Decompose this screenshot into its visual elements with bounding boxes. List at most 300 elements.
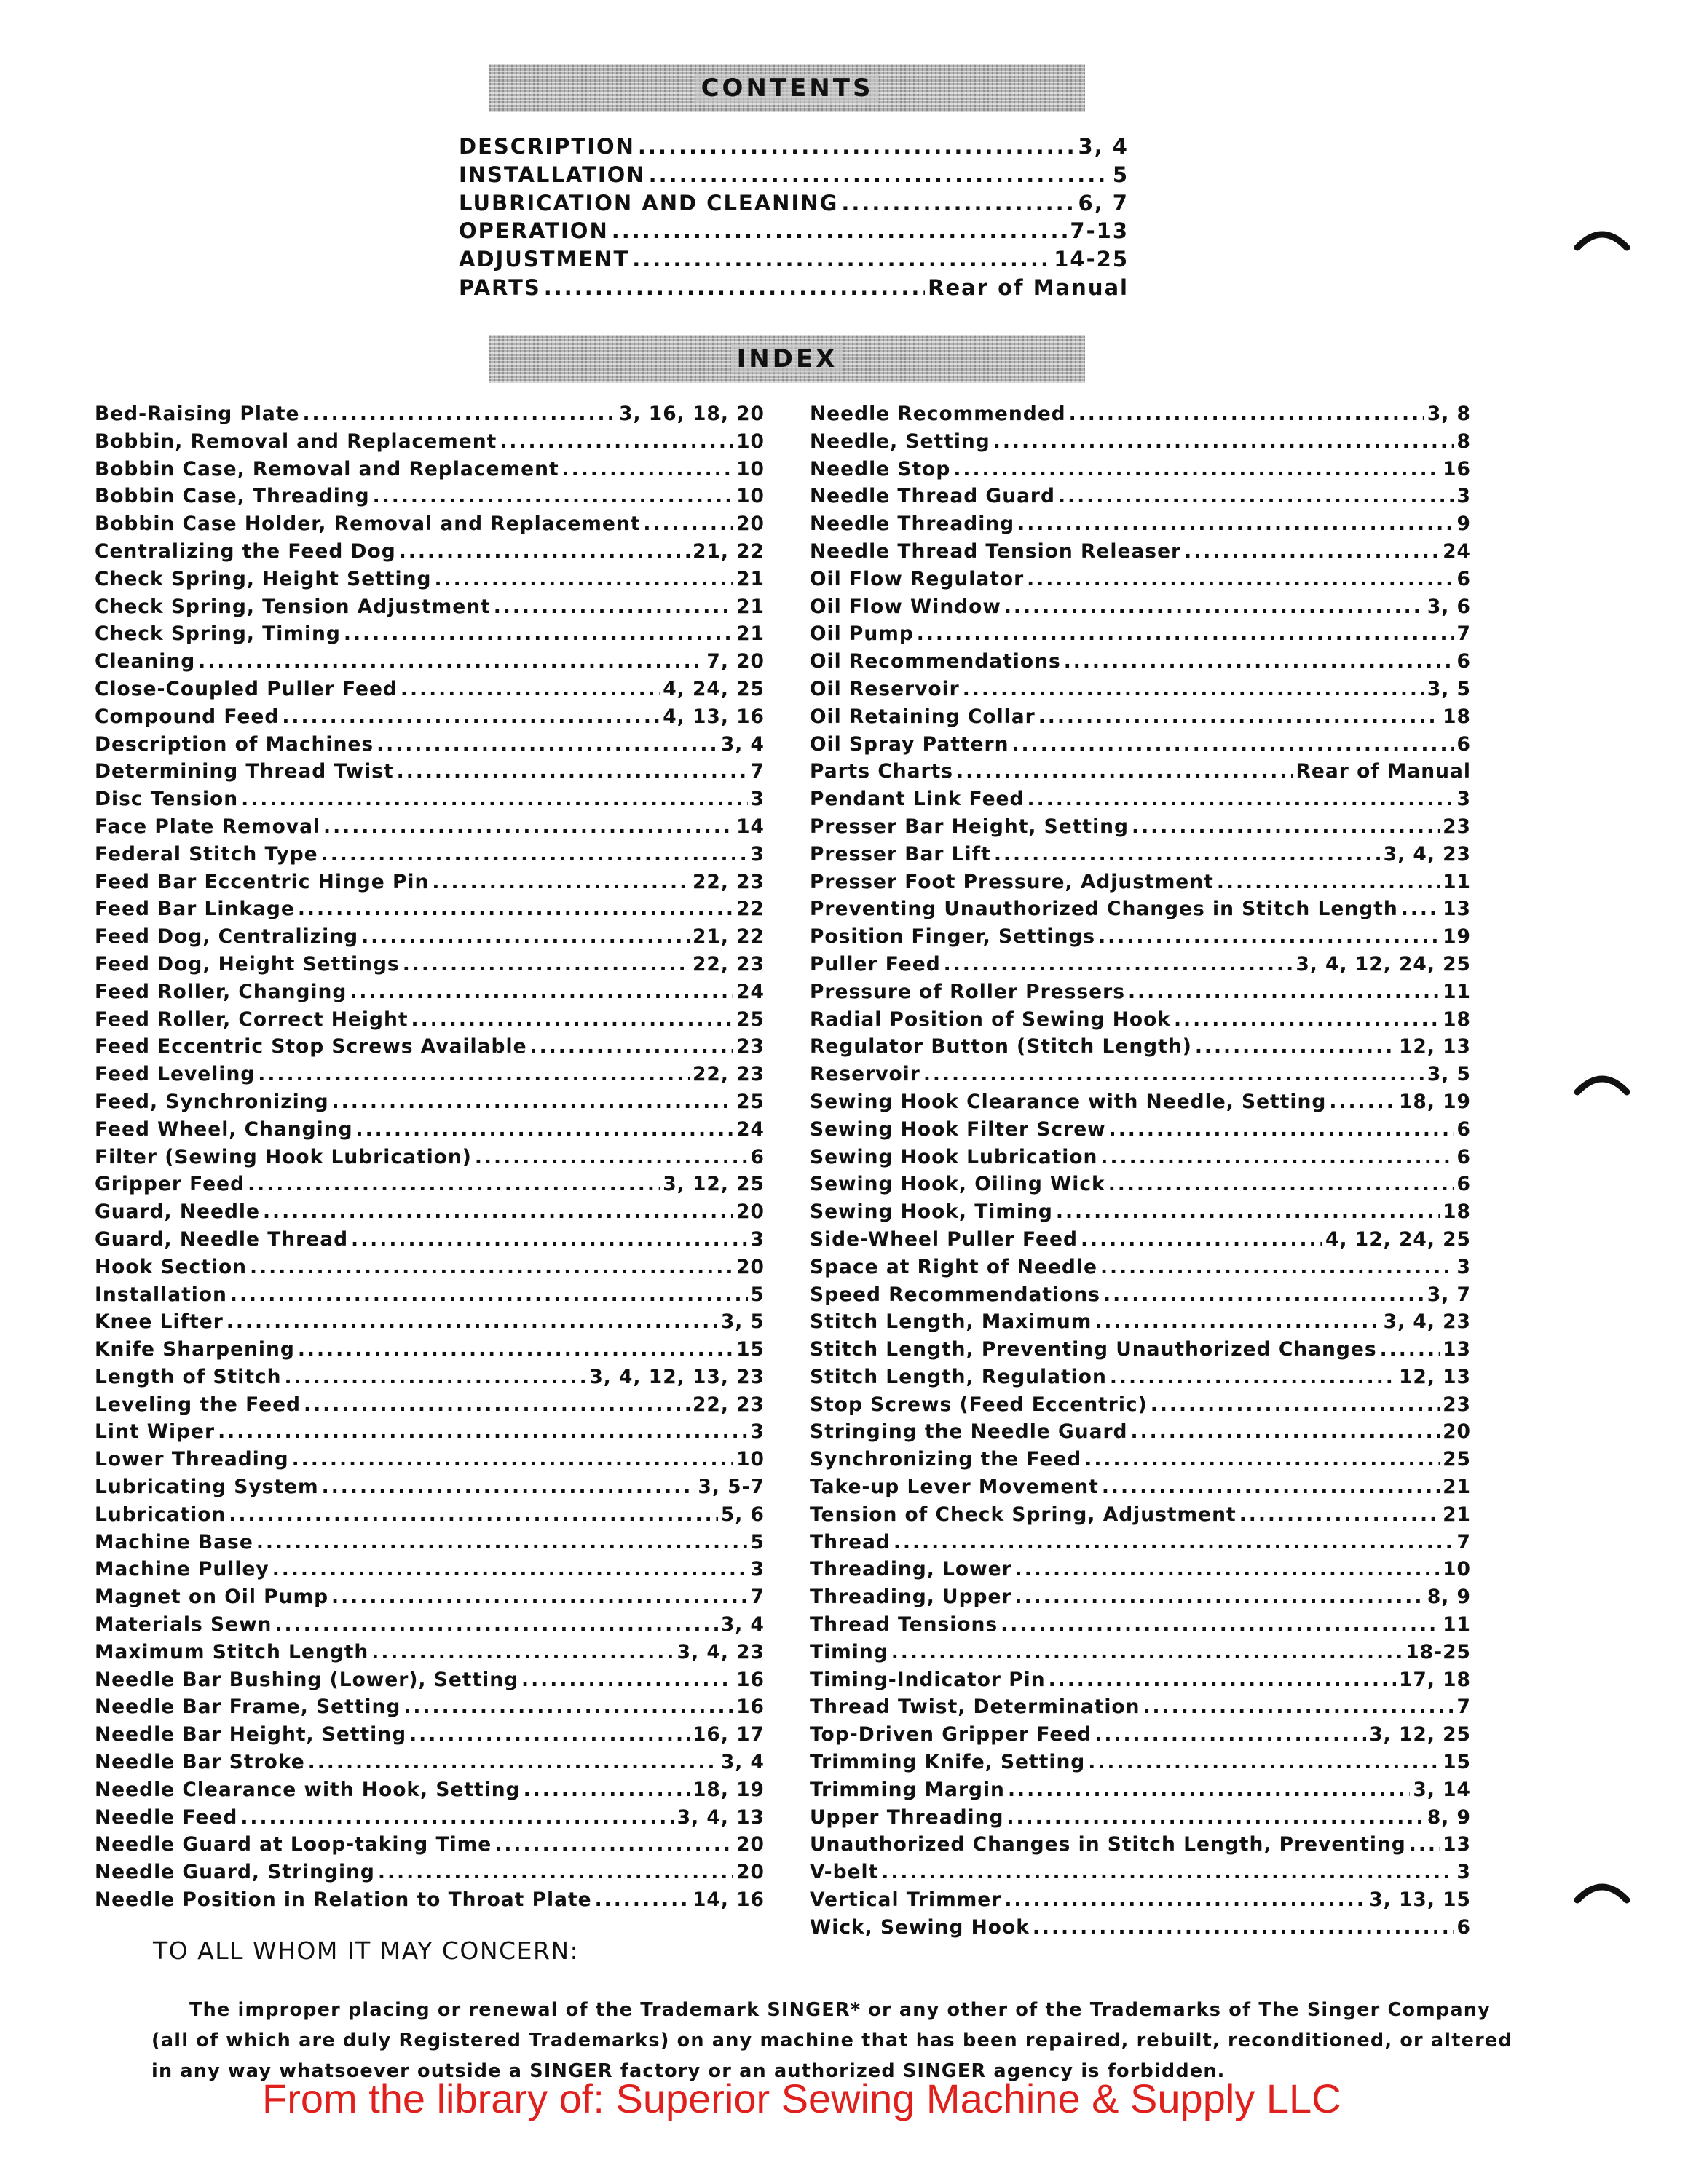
index-entry-pages: 22, 23 [692,952,765,976]
index-entry-topic: Sewing Hook, Oiling Wick [810,1173,1105,1196]
index-entry-topic: Magnet on Oil Pump [95,1586,329,1609]
index-entry [810,676,1471,703]
index-entry [810,400,1471,428]
index-entry-pages: 3, 13, 15 [1369,1888,1471,1912]
dot-leader [500,428,733,456]
index-entry-topic: Gripper Feed [95,1173,245,1196]
index-entry-pages: 3, 4, 12, 13, 23 [589,1365,765,1388]
dot-leader [1128,978,1440,1006]
index-entry-pages: 25 [1443,1448,1471,1471]
index-entry-topic: Oil Reservoir [810,677,960,700]
index-entry-pages: 3, 5 [720,1310,765,1334]
dot-leader [401,676,660,703]
index-entry-pages: 17, 18 [1398,1668,1471,1691]
dot-leader [230,1281,748,1309]
index-entry [95,1336,765,1364]
index-entry [810,483,1471,510]
index-entry-topic: Needle, Setting [810,430,990,453]
index-entry-topic: Stitch Length, Preventing Unauthorized Changes [810,1338,1377,1361]
index-entry-topic: Lubricating System [95,1476,319,1499]
index-entry-pages: 3, 4, 23 [1383,1310,1471,1334]
index-entry-topic: Thread Tensions [810,1613,998,1637]
index-entry-pages: 20 [736,1833,765,1856]
index-entry [95,978,765,1006]
dot-leader [891,1639,1403,1666]
dot-leader [321,841,748,869]
index-entry-pages: 3 [750,788,765,811]
index-entry [95,813,765,841]
index-entry-pages: 16, 17 [692,1723,765,1746]
index-entry-topic: Thread Twist, Determination [810,1696,1140,1719]
index-entry-pages: 10 [736,485,765,508]
index-entry [95,483,765,510]
index-entry-topic: Position Finger, Settings [810,925,1096,949]
index-entry [95,620,765,648]
dot-leader [1095,1721,1366,1749]
index-entry-topic: Disc Tension [95,788,239,811]
index-entry [810,1666,1471,1694]
dot-leader [1001,1611,1440,1639]
index-entry-pages: 11 [1443,870,1471,893]
index-entry [95,1116,765,1144]
index-entry-pages: 15 [736,1338,765,1361]
index-entry-topic: Feed Eccentric Stop Screws Available [95,1035,527,1059]
index-entry-topic: Oil Flow Regulator [810,567,1025,590]
index-entry-topic: Needle Thread Tension Releaser [810,539,1182,563]
dot-leader [308,1749,718,1776]
index-entry [95,1364,765,1391]
index-entry-pages: 6 [1456,1145,1471,1168]
index-entry-topic: Needle Bar Height, Setting [95,1723,407,1746]
dot-leader [917,620,1454,648]
dot-leader [376,731,718,759]
dot-leader [351,1226,748,1254]
index-entry-pages: Rear of Manual [1295,760,1471,783]
dot-leader [302,400,616,428]
index-entry [810,758,1471,786]
index-entry-pages: 20 [736,1861,765,1884]
index-entry [810,1501,1471,1529]
index-entry [810,1254,1471,1281]
binder-hole-mark-bottom [1573,1871,1631,1915]
index-entry-topic: Knee Lifter [95,1310,224,1334]
index-entry-pages: 22, 23 [692,1063,765,1086]
index-entry-topic: Needle Recommended [810,403,1066,425]
index-entry-topic: Feed, Synchronizing [95,1090,329,1113]
index-entry [95,1749,765,1776]
index-entry-pages: 18, 19 [692,1778,765,1801]
dot-leader [963,676,1424,703]
contents-list [459,132,1129,302]
dot-leader [434,566,733,593]
dot-leader [1011,731,1454,759]
index-entry-pages: 10 [736,1448,765,1471]
index-entry [810,510,1471,538]
index-entry-topic: Compound Feed [95,705,280,728]
index-entry [810,1886,1471,1914]
dot-leader [403,951,690,978]
index-entry [95,1666,765,1694]
index-entry-topic: Feed Bar Linkage [95,898,295,921]
index-entry [95,1144,765,1171]
dot-leader [1064,648,1454,676]
index-entry [95,1171,765,1198]
index-entry-topic: Bobbin Case, Removal and Replacement [95,457,559,480]
index-entry-pages: 3, 4, 23 [677,1640,765,1663]
dot-leader [1217,869,1440,896]
dot-leader [1109,1116,1454,1144]
index-entry-topic: Presser Bar Height, Setting [810,815,1129,838]
index-entry [95,1254,765,1281]
index-entry-pages: 8 [1456,430,1471,453]
index-entry-topic: Needle Guard, Stringing [95,1861,375,1884]
index-entry-pages: 7 [1456,1530,1471,1554]
index-entry-pages: 7 [1456,622,1471,646]
notice-line: The improper placing or renewal of the Trademark SINGER* or any other of the Trademarks of The Singer Company [189,1999,1491,2021]
index-entry [810,1529,1471,1556]
index-entry-topic: Feed Wheel, Changing [95,1117,353,1141]
index-entry-pages: 5, 6 [720,1503,765,1526]
dot-leader [1069,400,1424,428]
index-entry-pages: 7 [750,760,765,783]
contents-entry: LUBRICATION AND CLEANING ..... 6, 7 [459,189,1129,218]
dot-leader [371,1639,674,1666]
index-entry [95,1529,765,1556]
index-entry-pages: 3, 5 [1427,1063,1471,1086]
index-entry-pages: 25 [736,1008,765,1031]
index-entry [810,1446,1471,1473]
index-entry-topic: Sewing Hook Filter Screw [810,1117,1106,1141]
index-entry [810,538,1471,566]
index-entry-pages: 20 [736,1200,765,1224]
index-entry [810,1804,1471,1832]
contents-entry: OPERATION ..... 7-13 [459,217,1129,245]
index-entry-pages: 3 [1456,1255,1471,1278]
index-entry-pages: 6 [750,1145,765,1168]
index-entry [810,786,1471,813]
index-entry-topic: Bed-Raising Plate [95,403,300,425]
index-entry-topic: Lubrication [95,1503,226,1526]
index-entry-topic: Thread [810,1530,891,1554]
index-entry-topic: Face Plate Removal [95,815,321,838]
dot-leader [361,923,690,951]
index-entry-pages: 25 [736,1090,765,1113]
dot-leader [332,1088,734,1116]
index-entry [95,456,765,483]
index-entry-pages: 3, 12, 25 [663,1173,765,1196]
dot-leader [1004,593,1424,621]
index-entry-pages: 13 [1443,1833,1471,1856]
index-entry-pages: 8, 9 [1427,1586,1471,1609]
index-entry [810,1033,1471,1061]
index-banner [489,335,1085,383]
index-entry-topic: Pressure of Roller Pressers [810,980,1125,1003]
index-entry [810,1144,1471,1171]
dot-leader [298,1336,733,1364]
dot-leader [1004,1886,1366,1914]
index-entry [95,1473,765,1501]
contents-banner [489,64,1085,112]
dot-leader [881,1859,1454,1886]
index-entry-pages: 6 [1456,732,1471,756]
index-entry [95,1886,765,1914]
index-entry [95,400,765,428]
binder-hole-mark-middle [1573,1063,1631,1107]
dot-leader [595,1886,690,1914]
dot-leader [494,593,733,621]
index-entry-topic: Maximum Stitch Length [95,1640,369,1663]
library-footer: From the library of: Superior Sewing Machine & Supply LLC [262,2076,1341,2121]
index-entry-pages: 3, 4, 23 [1383,842,1471,866]
index-entry-topic: Description of Machines [95,732,374,756]
index-entry-pages: 12, 13 [1398,1035,1471,1059]
index-entry-pages: 14, 16 [692,1888,765,1912]
index-entry-topic: Presser Bar Lift [810,842,991,866]
dot-leader [1329,1088,1396,1116]
index-entry [95,1556,765,1583]
index-entry-pages: 21 [1443,1476,1471,1499]
index-entry-topic: Take-up Lever Movement [810,1476,1099,1499]
dot-leader [956,758,1293,786]
dot-leader [229,1501,718,1529]
index-entry-pages: 3, 7 [1427,1283,1471,1306]
dot-leader [322,1473,695,1501]
index-entry-topic: Oil Pump [810,622,914,646]
index-entry-pages: 24 [736,1117,765,1141]
dot-leader [1102,1473,1440,1501]
index-entry-pages: 13 [1443,1338,1471,1361]
index-entry [95,1501,765,1529]
dot-leader [993,428,1454,456]
index-entry-pages: 20 [736,1255,765,1278]
index-entry-topic: Oil Retaining Collar [810,705,1036,728]
dot-leader [331,1583,748,1611]
dot-leader [248,1171,660,1198]
index-entry-topic: Bobbin, Removal and Replacement [95,430,497,453]
index-entry [810,951,1471,978]
dot-leader [953,456,1440,483]
index-entry-pages: 3, 8 [1427,403,1471,425]
index-entry-pages: 10 [736,430,765,453]
index-entry-topic: Threading, Lower [810,1558,1012,1581]
index-entry-pages: 11 [1443,1613,1471,1637]
index-entry [95,1391,765,1419]
index-entry-topic: Needle Clearance with Hook, Setting [95,1778,521,1801]
index-entry-topic: Feed Bar Eccentric Hinge Pin [95,870,430,893]
index-entry-pages: 18-25 [1405,1640,1471,1663]
index-entry-pages: 6 [1456,650,1471,673]
dot-leader [1008,1776,1410,1804]
index-entry-topic: Close-Coupled Puller Feed [95,677,398,700]
index-entry-pages: 16 [1443,457,1471,480]
dot-leader [562,456,734,483]
dot-leader [994,841,1381,869]
index-entry-pages: 8, 9 [1427,1805,1471,1829]
index-entry-topic: Feed Roller, Changing [95,980,347,1003]
index-entry-topic: Radial Position of Sewing Hook [810,1008,1171,1031]
index-entry-pages: 4, 24, 25 [663,677,765,700]
index-entry-topic: Machine Base [95,1530,253,1554]
dot-leader [258,1061,690,1088]
dot-leader [1049,1666,1396,1694]
index-heading: INDEX [731,344,844,373]
index-entry-pages: 14 [736,815,765,838]
index-entry-pages: 5 [750,1530,765,1554]
index-entry-topic: Timing [810,1640,888,1663]
index-entry [810,1061,1471,1088]
index-entry [810,978,1471,1006]
index-column-left [95,400,765,1914]
dot-leader [1015,1583,1424,1611]
dot-leader [1100,1254,1454,1281]
index-entry [95,1226,765,1254]
index-entry-pages: 3 [750,1420,765,1444]
index-entry-topic: Oil Flow Window [810,595,1001,618]
index-entry-pages: 3, 4, 12, 24, 25 [1295,952,1471,976]
index-entry-pages: 24 [1443,539,1471,563]
index-entry [810,1583,1471,1611]
contents-entry: ADJUSTMENT ..... 14-25 [459,245,1129,274]
index-entry-topic: Knife Sharpening [95,1338,295,1361]
index-entry [810,1831,1471,1859]
index-entry-topic: Feed Dog, Height Settings [95,952,400,976]
index-entry-pages: 3 [1456,1861,1471,1884]
index-entry-pages: 21 [1443,1503,1471,1526]
index-entry-topic: Lower Threading [95,1448,289,1471]
index-entry-pages: 23 [1443,1393,1471,1416]
index-entry [810,1198,1471,1226]
index-entry-topic: Oil Recommendations [810,650,1061,673]
dot-leader [1110,1364,1396,1391]
index-entry [810,1336,1471,1364]
index-entry-pages: 6 [1456,1173,1471,1196]
index-entry-pages: 12, 13 [1398,1365,1471,1388]
index-entry [810,1721,1471,1749]
index-entry-pages: 21 [736,622,765,646]
contents-heading: CONTENTS [695,74,880,103]
index-entry [95,538,765,566]
index-entry [810,1171,1471,1198]
index-entry-pages: 19 [1443,925,1471,949]
index-entry-topic: Needle Stop [810,457,951,480]
index-entry-topic: Feed Leveling [95,1063,256,1086]
index-entry-pages: 3, 16, 18, 20 [619,403,765,425]
index-entry [810,456,1471,483]
dot-leader [292,1446,734,1473]
dot-leader [240,1804,674,1832]
index-entry-topic: Filter (Sewing Hook Lubrication) [95,1145,472,1168]
dot-leader [1098,923,1440,951]
dot-leader [409,1721,690,1749]
contents-entry: DESCRIPTION ..... 3, 4 [459,132,1129,161]
dot-leader [397,758,748,786]
dot-leader [1409,1831,1440,1859]
index-entry-pages: 3 [750,842,765,866]
dot-leader [373,483,733,510]
dot-leader [344,620,733,648]
dot-leader [1095,1308,1380,1336]
index-entry-topic: Upper Threading [810,1805,1004,1829]
index-entry-topic: Needle Position in Relation to Throat Plate [95,1888,592,1912]
notice-body [151,1995,1513,2086]
index-entry [810,1364,1471,1391]
index-entry-topic: Vertical Trimmer [810,1888,1002,1912]
index-entry-pages: 3, 4, 13 [677,1805,765,1829]
index-entry [95,1418,765,1446]
index-entry [810,1556,1471,1583]
index-entry [810,923,1471,951]
index-entry-pages: 23 [736,1035,765,1059]
notice-heading: TO ALL WHOM IT MAY CONCERN: [153,1936,580,1965]
index-entry-topic: Stringing the Needle Guard [810,1420,1128,1444]
dot-leader [944,951,1293,978]
dot-leader [282,703,660,731]
index-entry-pages: 7, 20 [706,650,765,673]
index-entry [810,620,1471,648]
index-entry [810,1914,1471,1942]
index-entry-topic: Oil Spray Pattern [810,732,1009,756]
index-entry-pages: 22, 23 [692,1393,765,1416]
index-entry [810,1776,1471,1804]
index-entry [95,1006,765,1034]
index-entry-pages: 16 [736,1668,765,1691]
index-entry-pages: 9 [1456,513,1471,536]
index-entry-topic: Cleaning [95,650,196,673]
dot-leader [350,978,733,1006]
index-entry-pages: 3, 4 [720,1751,765,1774]
index-entry-topic: Pendant Link Feed [810,788,1025,811]
index-entry [95,841,765,869]
index-entry-topic: Needle Guard at Loop-taking Time [95,1833,492,1856]
index-entry-topic: Timing-Indicator Pin [810,1668,1046,1691]
index-entry-topic: Parts Charts [810,760,954,783]
index-entry-topic: Installation [95,1283,227,1306]
index-entry-topic: Trimming Knife, Setting [810,1751,1086,1774]
index-entry-pages: 18 [1443,1008,1471,1031]
index-entry [810,1391,1471,1419]
index-entry-pages: 7 [750,1586,765,1609]
index-entry-pages: 11 [1443,980,1471,1003]
index-entry-pages: 18 [1443,1200,1471,1224]
index-entry [95,1859,765,1886]
index-entry [95,923,765,951]
index-entry [95,703,765,731]
index-entry [810,895,1471,923]
index-entry [95,1308,765,1336]
index-entry [810,1281,1471,1309]
index-entry-topic: Needle Threading [810,513,1015,536]
dot-leader [298,895,733,923]
contents-entry: PARTS ..... Rear of Manual [459,274,1129,302]
binder-hole-mark-top [1573,218,1631,262]
index-column-right [810,400,1471,1942]
dot-leader [432,869,690,896]
dot-leader [356,1116,734,1144]
index-entry-topic: Preventing Unauthorized Changes in Stitch Length [810,898,1398,921]
index-entry-topic: Needle Bar Bushing (Lower), Setting [95,1668,519,1691]
dot-leader [1081,1226,1322,1254]
index-entry-topic: Needle Bar Stroke [95,1751,305,1774]
index-entry-pages: 13 [1443,898,1471,921]
dot-leader [1132,813,1440,841]
index-entry [810,593,1471,621]
index-entry [95,1033,765,1061]
index-entry-pages: 3, 6 [1427,595,1471,618]
index-entry [95,895,765,923]
index-entry-topic: Needle Bar Frame, Setting [95,1696,401,1719]
index-entry-pages: 18 [1443,705,1471,728]
index-entry-pages: 21, 22 [692,539,765,563]
